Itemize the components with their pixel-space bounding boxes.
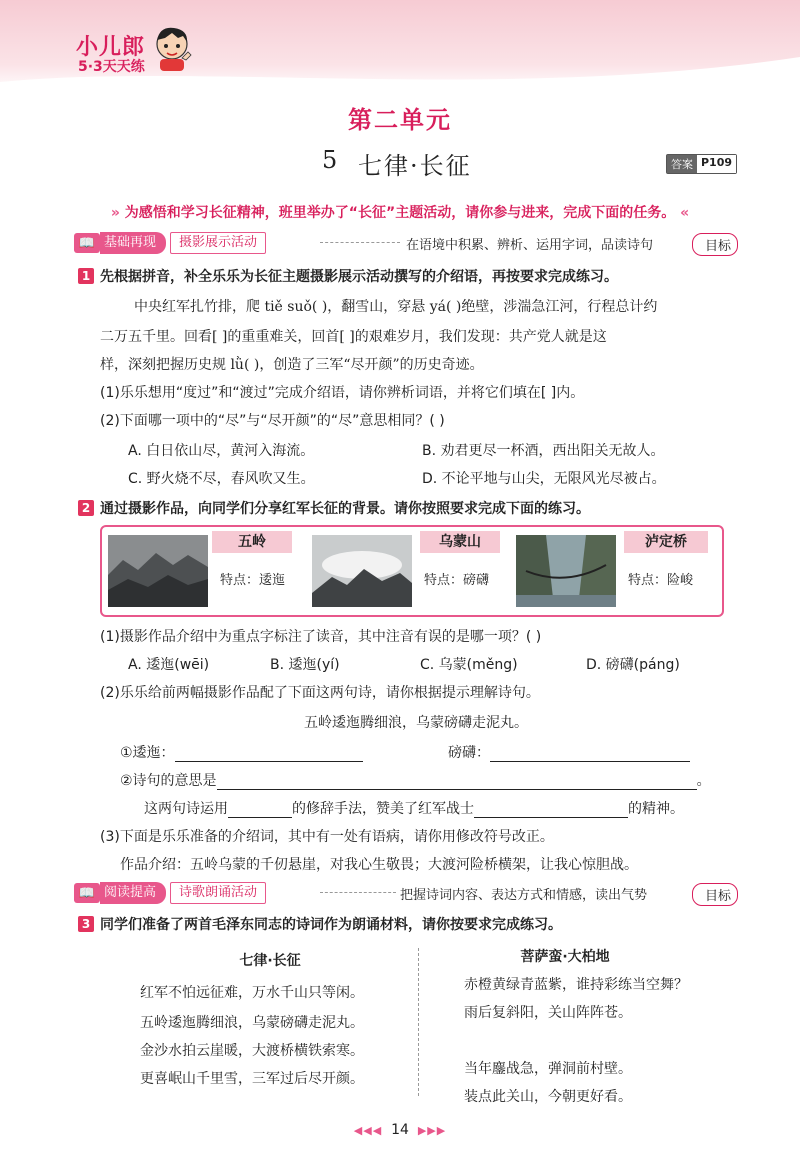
meaning-end: 。	[696, 773, 711, 789]
q2-verse: 五岭逶迤腾细浪，乌蒙磅礴走泥丸。	[304, 715, 528, 731]
q1-para-line3: 样，深刻把握历史规 lǜ( )，创造了三军“尽开颜”的历史奇迹。	[100, 357, 484, 373]
lesson-number: 5	[322, 146, 338, 174]
place-label-3: 泸定桥	[624, 531, 708, 553]
unit-title: 第二单元	[348, 105, 452, 134]
rhetoric-c: 的精神。	[628, 801, 684, 817]
answer-label: 答案	[667, 155, 697, 173]
q1-text: 先根据拼音，补全乐乐为长征主题摄影展示活动撰写的介绍语，再按要求完成练习。	[100, 269, 618, 285]
poem2-line1: 赤橙黄绿青蓝紫，谁持彩练当空舞？	[464, 977, 688, 993]
q2-sub2: (2)乐乐给前两幅摄影作品配了下面这两句诗，请你根据提示理解诗句。	[100, 685, 540, 701]
intro-line	[0, 202, 800, 222]
q2-meaning	[120, 770, 711, 790]
q2-head	[78, 498, 590, 518]
section-tag	[74, 882, 266, 904]
rhetoric-blank-1[interactable]	[228, 801, 292, 818]
feature-3: 特点：险峻	[628, 573, 694, 588]
wumeng-photo	[312, 535, 412, 607]
feature-2: 特点：磅礴	[424, 573, 490, 588]
poem1-line3: 金沙水拍云崖暖，大渡桥横铁索寒。	[140, 1043, 364, 1059]
poem1-line4: 更喜岷山千里雪，三军过后尽开颜。	[140, 1071, 364, 1087]
page-footer	[0, 1122, 800, 1138]
q1-head	[78, 266, 618, 286]
section-bar-reading	[74, 882, 744, 904]
book-icon: 📖	[74, 883, 100, 903]
section-label: 基础再现	[100, 232, 166, 254]
section-activity: 摄影展示活动	[170, 232, 266, 254]
brand-name: 小儿郎	[76, 35, 146, 60]
rhetoric-b: 的修辞手法，赞美了红军战士	[292, 801, 474, 817]
chevron-right-icon: »	[110, 205, 120, 221]
q3-text: 同学们准备了两首毛泽东同志的诗词作为朗诵材料，请你按要求完成练习。	[100, 917, 562, 933]
q2-option-d[interactable]: D. 磅礴(páng)	[586, 657, 680, 673]
q2-text: 通过摄影作品，向同学们分享红军长征的背景。请你按照要求完成下面的练习。	[100, 501, 590, 517]
intro-text: 为感悟和学习长征精神，班里举办了“长征”主题活动，请你参与进来，完成下面的任务。	[124, 205, 676, 221]
q1-para-line1: 中央红军扎竹排，爬 tiě suǒ( )，翻雪山，穿悬 yá( )绝壁，涉湍急江河，行程总计约	[134, 299, 658, 315]
feature-1: 特点：逶迤	[220, 573, 286, 588]
photo-panel	[100, 525, 724, 617]
rhetoric-blank-2[interactable]	[474, 801, 628, 818]
q2-number: 2	[78, 500, 94, 516]
answer-page: P109	[697, 155, 736, 173]
poem2-title: 菩萨蛮·大柏地	[520, 949, 610, 965]
q1-number: 1	[78, 268, 94, 284]
q2-option-b[interactable]: B. 逶迤(yí)	[270, 657, 340, 673]
section-label: 阅读提高	[100, 882, 166, 904]
meaning-blank[interactable]	[217, 773, 697, 790]
word1-label: ①逶迤：	[120, 745, 175, 761]
rhetoric-a: 这两句诗运用	[144, 801, 228, 817]
section-bar-basic	[74, 232, 744, 254]
poem2-line2: 雨后复斜阳，关山阵阵苍。	[464, 1005, 632, 1021]
book-icon: 📖	[74, 233, 100, 253]
poem1-line2: 五岭逶迤腾细浪，乌蒙磅礴走泥丸。	[140, 1015, 364, 1031]
q1-option-c[interactable]: C. 野火烧不尽，春风吹又生。	[128, 471, 315, 487]
goal-badge: 目标	[692, 883, 738, 906]
goal-badge: 目标	[692, 233, 738, 256]
section-desc: 在语境中积累、辨析、运用字词，品读诗句	[406, 238, 654, 253]
answer-tag[interactable]	[666, 154, 737, 174]
poem-divider	[418, 948, 419, 1096]
q1-option-b[interactable]: B. 劝君更尽一杯酒，西出阳关无故人。	[422, 443, 665, 459]
page-number: 14	[391, 1122, 409, 1138]
place-label-1: 五岭	[212, 531, 292, 553]
mascot-icon	[150, 24, 194, 72]
poem1-title: 七律·长征	[239, 953, 301, 969]
divider	[320, 242, 400, 243]
section-desc: 把握诗词内容、表达方式和情感，读出气势	[400, 888, 648, 903]
q2-option-c[interactable]: C. 乌蒙(měng)	[420, 657, 518, 673]
poem1-line1: 红军不怕远征难，万水千山只等闲。	[140, 985, 364, 1001]
luding-bridge-photo	[516, 535, 616, 607]
next-arrows-icon: ▶▶▶	[417, 1124, 447, 1137]
section-activity: 诗歌朗诵活动	[170, 882, 266, 904]
wuling-photo	[108, 535, 208, 607]
brand-sub: 5·3天天练	[78, 59, 145, 75]
poem2-line3: 当年鏖战急，弹洞前村壁。	[464, 1061, 632, 1077]
lesson-title: 七律·长征	[358, 152, 472, 180]
q2-sub3: (3)下面是乐乐准备的介绍词，其中有一处有语病，请你用修改符号改正。	[100, 829, 554, 845]
q3-number: 3	[78, 916, 94, 932]
q2-sub1: (1)摄影作品介绍中为重点字标注了读音，其中注音有误的是哪一项？( )	[100, 629, 542, 645]
poem2-line4: 装点此关山，今朝更好看。	[464, 1089, 632, 1105]
word2-label: 磅礴：	[448, 745, 490, 761]
word1-blank[interactable]	[175, 745, 363, 762]
q3-head	[78, 914, 562, 934]
q1-sub2: (2)下面哪一项中的“尽”与“尽开颜”的“尽”意思相同？( )	[100, 413, 445, 429]
q2-rhetoric	[144, 798, 684, 818]
prev-arrows-icon: ◀◀◀	[353, 1124, 383, 1137]
q2-option-a[interactable]: A. 逶迤(wēi)	[128, 657, 210, 673]
place-label-2: 乌蒙山	[420, 531, 500, 553]
section-tag	[74, 232, 266, 254]
meaning-label: ②诗句的意思是	[120, 773, 217, 789]
q1-sub1: (1)乐乐想用“度过”和“渡过”完成介绍语，请你辨析词语，并将它们填在[ ]内。	[100, 385, 585, 401]
q2-word1	[120, 742, 363, 762]
q1-option-a[interactable]: A. 白日依山尽，黄河入海流。	[128, 443, 315, 459]
q2-word2	[448, 742, 690, 762]
q2-intro-text: 作品介绍：五岭乌蒙的千仞悬崖，对我心生敬畏；大渡河险桥横架，让我心惊胆战。	[120, 857, 638, 873]
word2-blank[interactable]	[490, 745, 690, 762]
q1-para-line2: 二万五千里。回看[ ]的重重难关，回首[ ]的艰难岁月，我们发现：共产党人就是这	[100, 329, 607, 345]
q1-option-d[interactable]: D. 不论平地与山尖，无限风光尽被占。	[422, 471, 666, 487]
chevron-left-icon: «	[680, 205, 690, 221]
divider	[320, 892, 396, 893]
